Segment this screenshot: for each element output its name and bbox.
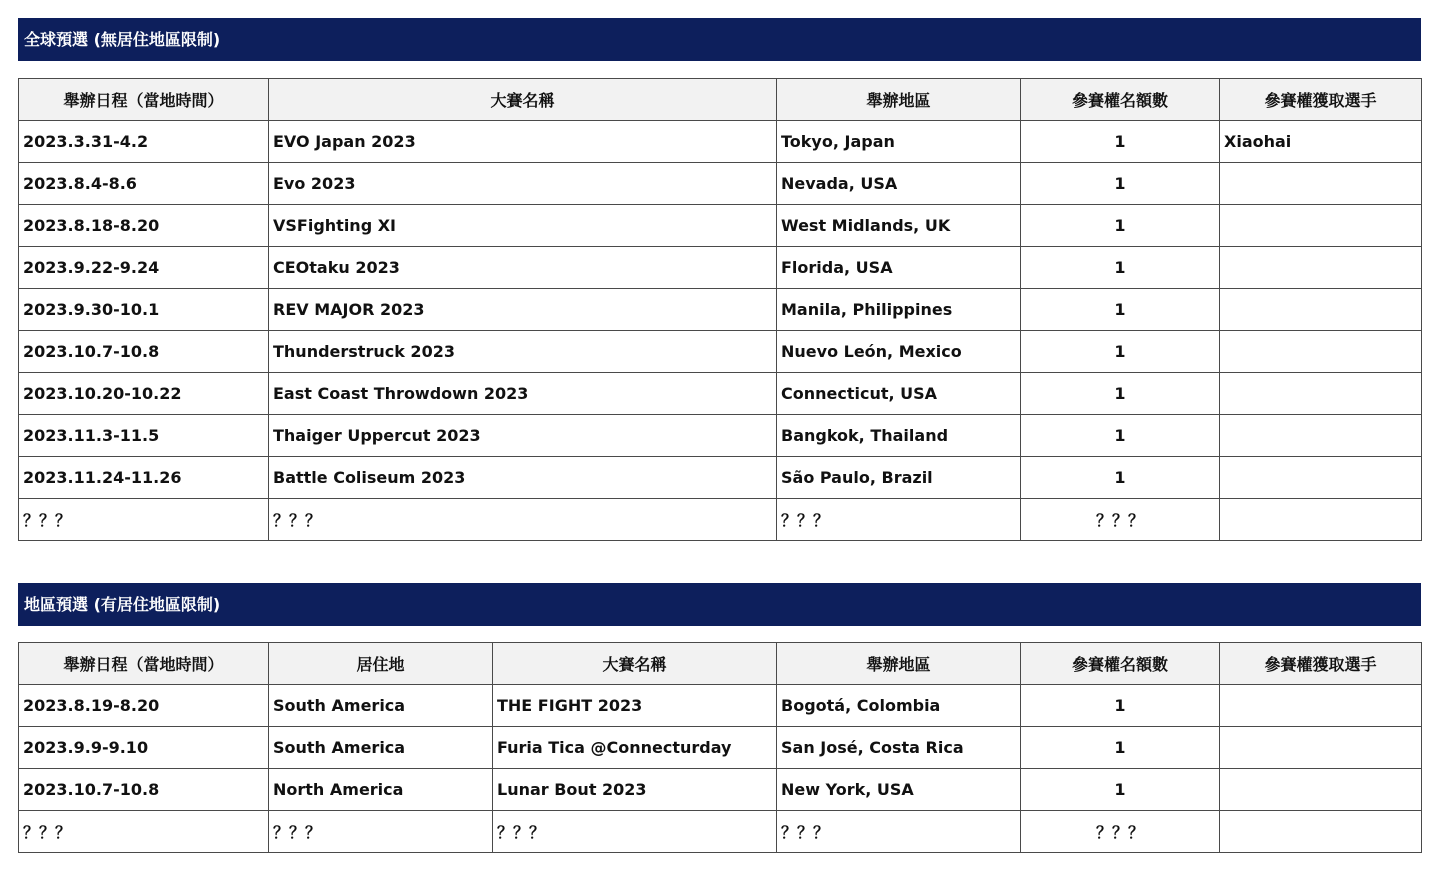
cell-residence: South America — [269, 727, 493, 769]
col-header-event: 大賽名稱 — [493, 643, 777, 685]
cell-date: 2023.10.7-10.8 — [19, 331, 269, 373]
cell-location: Connecticut, USA — [777, 373, 1021, 415]
cell-residence: South America — [269, 685, 493, 727]
table-row — [19, 499, 1422, 541]
cell-residence: ？？？ — [269, 811, 493, 853]
table-row — [19, 415, 1422, 457]
regional-qualifier-title: 地區預選 (有居住地區限制) — [18, 583, 1421, 626]
cell-event: Battle Coliseum 2023 — [269, 457, 777, 499]
cell-slots: 1 — [1021, 415, 1220, 457]
cell-qualified-player — [1220, 247, 1422, 289]
cell-qualified-player — [1220, 457, 1422, 499]
col-header-date: 舉辦日程（當地時間） — [19, 79, 269, 121]
cell-qualified-player — [1220, 685, 1422, 727]
col-header-residence: 居住地 — [269, 643, 493, 685]
global-qualifier-title: 全球預選 (無居住地區限制) — [18, 18, 1421, 61]
cell-event: VSFighting XI — [269, 205, 777, 247]
cell-slots: 1 — [1021, 457, 1220, 499]
cell-date: 2023.3.31-4.2 — [19, 121, 269, 163]
cell-event: East Coast Throwdown 2023 — [269, 373, 777, 415]
table-row — [19, 811, 1422, 853]
table-row — [19, 373, 1422, 415]
table-row — [19, 163, 1422, 205]
cell-qualified-player — [1220, 415, 1422, 457]
cell-location: ？？？ — [777, 811, 1021, 853]
cell-qualified-player — [1220, 289, 1422, 331]
table-row — [19, 331, 1422, 373]
cell-event: Thaiger Uppercut 2023 — [269, 415, 777, 457]
col-header-slots: 參賽權名額數 — [1021, 643, 1220, 685]
table-row — [19, 289, 1422, 331]
cell-event: EVO Japan 2023 — [269, 121, 777, 163]
cell-slots: 1 — [1021, 769, 1220, 811]
col-header-slots: 參賽權名額數 — [1021, 79, 1220, 121]
cell-date: 2023.9.22-9.24 — [19, 247, 269, 289]
cell-location: Nuevo León, Mexico — [777, 331, 1021, 373]
header-row — [19, 643, 1422, 685]
cell-event: THE FIGHT 2023 — [493, 685, 777, 727]
table-row — [19, 457, 1422, 499]
cell-date: 2023.10.7-10.8 — [19, 769, 269, 811]
cell-date: ？？？ — [19, 499, 269, 541]
cell-location: Bogotá, Colombia — [777, 685, 1021, 727]
cell-residence: North America — [269, 769, 493, 811]
cell-location: San José, Costa Rica — [777, 727, 1021, 769]
cell-location: Florida, USA — [777, 247, 1021, 289]
cell-slots: 1 — [1021, 205, 1220, 247]
cell-date: ？？？ — [19, 811, 269, 853]
col-header-qualified-player: 參賽權獲取選手 — [1220, 79, 1422, 121]
cell-date: 2023.11.24-11.26 — [19, 457, 269, 499]
cell-slots: 1 — [1021, 727, 1220, 769]
cell-date: 2023.8.19-8.20 — [19, 685, 269, 727]
cell-location: ？？？ — [777, 499, 1021, 541]
cell-slots: 1 — [1021, 121, 1220, 163]
col-header-event: 大賽名稱 — [269, 79, 777, 121]
cell-location: Bangkok, Thailand — [777, 415, 1021, 457]
cell-date: 2023.9.9-9.10 — [19, 727, 269, 769]
cell-qualified-player: Xiaohai — [1220, 121, 1422, 163]
cell-qualified-player — [1220, 205, 1422, 247]
cell-location: Manila, Philippines — [777, 289, 1021, 331]
cell-location: São Paulo, Brazil — [777, 457, 1021, 499]
cell-qualified-player — [1220, 499, 1422, 541]
col-header-location: 舉辦地區 — [777, 643, 1021, 685]
cell-slots: 1 — [1021, 685, 1220, 727]
cell-date: 2023.10.20-10.22 — [19, 373, 269, 415]
cell-event: CEOtaku 2023 — [269, 247, 777, 289]
cell-event: Thunderstruck 2023 — [269, 331, 777, 373]
cell-slots: ？？？ — [1021, 499, 1220, 541]
cell-slots: 1 — [1021, 373, 1220, 415]
cell-date: 2023.9.30-10.1 — [19, 289, 269, 331]
cell-event: Evo 2023 — [269, 163, 777, 205]
cell-qualified-player — [1220, 811, 1422, 853]
cell-date: 2023.8.4-8.6 — [19, 163, 269, 205]
table-row — [19, 769, 1422, 811]
cell-location: Nevada, USA — [777, 163, 1021, 205]
cell-location: West Midlands, UK — [777, 205, 1021, 247]
cell-location: New York, USA — [777, 769, 1021, 811]
cell-slots: 1 — [1021, 331, 1220, 373]
cell-event: ？？？ — [493, 811, 777, 853]
cell-date: 2023.8.18-8.20 — [19, 205, 269, 247]
cell-event: ？？？ — [269, 499, 777, 541]
table-row — [19, 685, 1422, 727]
table-row — [19, 727, 1422, 769]
table-row — [19, 247, 1422, 289]
cell-qualified-player — [1220, 727, 1422, 769]
cell-slots: 1 — [1021, 247, 1220, 289]
cell-event: Lunar Bout 2023 — [493, 769, 777, 811]
global-qualifier-table — [18, 78, 1422, 541]
cell-slots: ？？？ — [1021, 811, 1220, 853]
cell-slots: 1 — [1021, 163, 1220, 205]
cell-event: REV MAJOR 2023 — [269, 289, 777, 331]
header-row — [19, 79, 1422, 121]
table-row — [19, 121, 1422, 163]
cell-qualified-player — [1220, 769, 1422, 811]
cell-qualified-player — [1220, 373, 1422, 415]
cell-location: Tokyo, Japan — [777, 121, 1021, 163]
cell-event: Furia Tica @Connecturday — [493, 727, 777, 769]
cell-slots: 1 — [1021, 289, 1220, 331]
cell-qualified-player — [1220, 163, 1422, 205]
col-header-location: 舉辦地區 — [777, 79, 1021, 121]
cell-qualified-player — [1220, 331, 1422, 373]
regional-qualifier-table — [18, 642, 1422, 853]
cell-date: 2023.11.3-11.5 — [19, 415, 269, 457]
col-header-date: 舉辦日程（當地時間） — [19, 643, 269, 685]
table-row — [19, 205, 1422, 247]
col-header-qualified-player: 參賽權獲取選手 — [1220, 643, 1422, 685]
